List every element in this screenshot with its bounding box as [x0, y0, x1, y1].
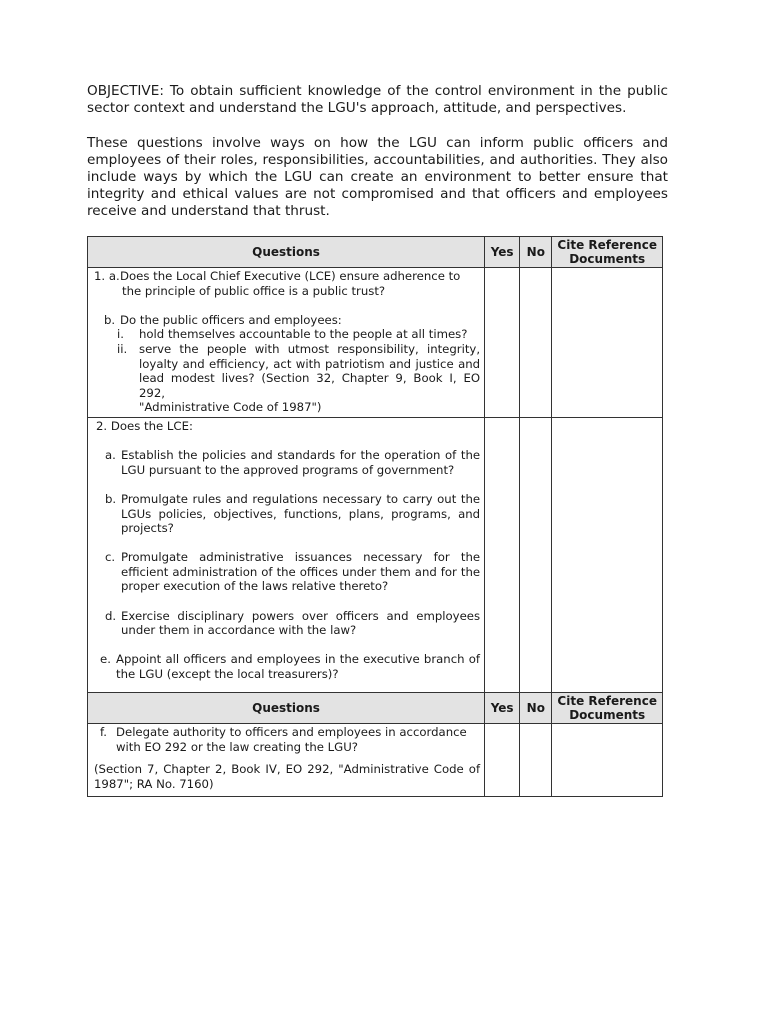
header-questions: Questions	[88, 693, 485, 724]
table-header-row	[88, 693, 663, 724]
question-2-items	[94, 434, 480, 682]
question-1b-ii	[94, 342, 480, 415]
cite-reference-cell[interactable]	[552, 417, 663, 695]
question-1b-i-text: hold themselves accountable to the people at all times?	[139, 327, 468, 342]
question-2e	[94, 652, 480, 681]
question-1a	[94, 269, 480, 284]
header-cite-reference	[552, 237, 663, 268]
header-cite-line1: Cite Reference	[557, 238, 657, 252]
header-cite-line2: Documents	[569, 252, 646, 266]
question-1b-i	[94, 327, 480, 342]
question-2-item-label: a.	[105, 448, 116, 463]
header-yes: Yes	[485, 693, 520, 724]
questions-table	[87, 236, 663, 696]
question-2d	[94, 609, 480, 638]
question-1b-ii-label: ii.	[117, 341, 128, 356]
question-2f-citation: (Section 7, Chapter 2, Book IV, EO 292, "Administrative Code of 1987"; RA No. 7160)	[94, 762, 481, 791]
question-1a-text	[120, 269, 480, 284]
question-2-item-text: Exercise disciplinary powers over officers and employees under them in accordance with the law?	[121, 608, 481, 638]
question-1b-ii-body: serve the people with utmost responsibility, integrity, loyalty and efficiency, act with patriotism and justice and lead modest lives? (Section 32, Chapter 9, Book I, EO 292,	[139, 341, 481, 400]
question-1b-i-label: i.	[117, 327, 124, 342]
question-1b-label: b.	[104, 312, 116, 327]
question-1b-text: Do the public officers and employees:	[120, 312, 342, 327]
question-2-item-label: b.	[105, 491, 117, 506]
question-2b	[94, 492, 480, 536]
table-row	[88, 268, 663, 418]
header-yes: Yes	[485, 237, 520, 268]
question-2f-text: Delegate authority to officers and employees in accordance with EO 292 or the law creating the LGU?	[116, 725, 467, 754]
cite-reference-cell[interactable]	[552, 268, 663, 418]
question-1-cell	[88, 268, 485, 418]
question-2f-label: f.	[100, 725, 107, 739]
question-1a-line2: the principle of public office is a public trust?	[122, 283, 386, 298]
intro-paragraph: These questions involve ways on how the LGU can inform public officers and employees of their roles, responsibilities, accountabilities, and authorities. They also include ways by which the LGU can create an environment to better ensure that integrity and ethical values are not compromised and that officers and employees receive and understand that thrust.	[87, 135, 668, 219]
answer-yes-cell[interactable]	[485, 724, 520, 797]
objective-paragraph: OBJECTIVE: To obtain sufficient knowledge of the control environment in the public sector context and understand the LGU's approach, attitude, and perspectives.	[87, 83, 668, 116]
question-1b	[94, 313, 480, 328]
question-2-item-text: Promulgate administrative issuances necessary for the efficient administration of the offices under them and for the proper execution of the laws relative thereto?	[121, 550, 481, 594]
header-questions: Questions	[88, 237, 485, 268]
question-1a-label: 1. a.	[94, 269, 120, 283]
table-header-row	[88, 237, 663, 268]
answer-no-cell[interactable]	[520, 417, 552, 695]
question-2-intro: 2. Does the LCE:	[96, 418, 193, 433]
question-2-item-label: c.	[105, 550, 116, 565]
header-cite-line1: Cite Reference	[557, 694, 657, 708]
question-1b-ii-citation: "Administrative Code of 1987")	[139, 400, 322, 415]
header-no: No	[520, 693, 552, 724]
question-2-item-text: Appoint all officers and employees in the executive branch of the LGU (except the local treasurers)?	[116, 652, 481, 682]
question-2a	[94, 448, 480, 477]
question-1a-line1: Does the Local Chief Executive (LCE) ensure adherence to	[120, 269, 461, 283]
question-2-item-label: e.	[100, 652, 111, 667]
header-cite-line2: Documents	[569, 708, 646, 722]
question-2f	[94, 725, 480, 754]
question-2c	[94, 550, 480, 594]
answer-no-cell[interactable]	[520, 268, 552, 418]
table-row	[88, 417, 663, 695]
table-row	[88, 724, 663, 797]
question-1b-ii-text	[139, 342, 480, 415]
question-2f-cell	[88, 724, 485, 797]
question-2-item-label: d.	[105, 608, 117, 623]
question-2-cell	[88, 417, 485, 695]
questions-table-continued	[87, 692, 663, 797]
answer-no-cell[interactable]	[520, 724, 552, 797]
header-no: No	[520, 237, 552, 268]
question-2-item-text: Promulgate rules and regulations necessary to carry out the LGUs policies, objectives, functions, plans, programs, and projects?	[121, 491, 481, 536]
question-2-item-text: Establish the policies and standards for the operation of the LGU pursuant to the approved programs of government?	[121, 448, 481, 477]
answer-yes-cell[interactable]	[485, 417, 520, 695]
cite-reference-cell[interactable]	[552, 724, 663, 797]
header-cite-reference	[552, 693, 663, 724]
answer-yes-cell[interactable]	[485, 268, 520, 418]
